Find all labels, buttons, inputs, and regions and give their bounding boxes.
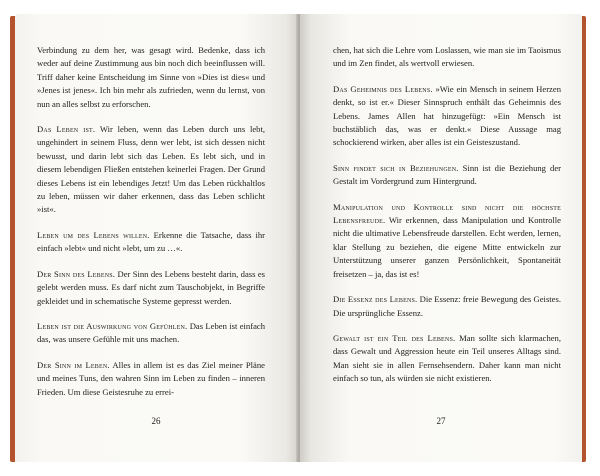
paragraph: Manipulation und Kontrolle sind nicht die höchste Lebensfreude. Wir erkennen, dass Manipulation und Kontrolle nicht die ultimative Lebensfreude darstellen. Echt werden, lernen, klar Stellung zu beziehen, die eigene Mitte entwickeln zur Unterstützung unserer ganzen Persönlichkeit, Spontaneität freisetzen – ja, das ist es!: [333, 201, 561, 279]
paragraph-heading: Das Geheimnis des Lebens.: [333, 83, 433, 94]
paragraph: Die Essenz des Lebens. Die Essenz: freie Bewegung des Geistes. Die ursprüngliche Essenz.: [333, 294, 561, 318]
page-number: 27: [436, 416, 446, 426]
paragraph-heading: Leben um des Lebens willen.: [37, 229, 150, 240]
paragraph-heading: Sinn findet sich in Beziehungen.: [333, 162, 459, 173]
paragraph-heading: Leben ist die Auswirkung von Gefühlen.: [37, 320, 188, 331]
paragraph: Leben um des Lebens willen. Erkenne die Tatsache, dass ihr einfach »lebt« und nicht »lebt, um zu …«.: [37, 229, 266, 254]
paragraph: Das Leben ist. Wir leben, wenn das Leben durch uns lebt, ungehindert in seinem Fluss, denn wer lebt, ist sich dessen nicht bewusst, und darin lebt sich das Leben. Es lebt sich, und in diesem lebendigen Fließen entstehen keinerlei Fragen. Der Grund dieses Lebens ist ein lebendiges Jetzt! Um das Leben rückhaltlos zu leben, müssen wir daher erkennen, dass das Leben schlicht »ist«.: [37, 124, 265, 215]
paragraph-heading: Manipulation und Kontrolle sind nicht die höchste Lebensfreude.: [333, 201, 561, 226]
paragraph-heading: Gewalt ist ein Teil des Lebens.: [333, 332, 456, 343]
paragraph: Gewalt ist ein Teil des Lebens. Man sollte sich klarmachen, dass Gewalt und Aggression heute ein Teil unseres Alltags sind. Man sieht sie in allen Fernsehsendern. Daher kann man nicht einfach so tun, als würden sie nicht existieren.: [333, 332, 562, 384]
paragraph: Sinn findet sich in Beziehungen. Sinn ist die Beziehung der Gestalt im Vordergrund zum Hintergrund.: [333, 162, 561, 187]
right-page-text-column: [333, 44, 561, 398]
paragraph-heading: Der Sinn des Lebens.: [37, 268, 116, 279]
paragraph-heading: Das Leben ist.: [37, 124, 96, 135]
page-number: 26: [151, 416, 161, 426]
left-page: [15, 14, 297, 462]
paragraph-heading: Die Essenz des Lebens.: [333, 294, 418, 305]
paragraph: Der Sinn des Lebens. Der Sinn des Lebens besteht darin, dass es gelebt werden muss. Es darf nicht zum Tauschobjekt, in Begriffe gekleidet und in schematische Systeme gepresst werden.: [37, 268, 265, 306]
paragraph: chen, hat sich die Lehre vom Loslassen, wie man sie im Taoismus und im Zen findet, als wertvoll erwiesen.: [333, 45, 561, 69]
paragraph: Leben ist die Auswirkung von Gefühlen. Das Leben ist einfach das, was unsere Gefühle mit uns machen.: [37, 320, 265, 345]
paragraph: Der Sinn im Leben. Alles in allem ist es das Ziel meiner Pläne und meines Tuns, den wahren Sinn im Leben zu finden – inneren Frieden. Um diese Geistesruhe zu errei-: [37, 359, 265, 397]
paragraph-heading: Der Sinn im Leben.: [37, 359, 110, 370]
paragraph: Das Geheimnis des Lebens. »Wie ein Mensch in seinem Herzen denkt, so ist er.« Dieser Sinnspruch enthält das Geheimnis des Lebens. James Allen hat hinzugefügt: »Ein Mensch ist buchstäblich das, was er denkt.« Diese Aussage mag schockierend wirken, aber alles ist ein Geisteszustand.: [333, 83, 561, 148]
right-page: [300, 14, 582, 462]
left-page-text-column: [37, 44, 265, 411]
paragraph: Verbindung zu dem her, was gesagt wird. Bedenke, dass ich weder auf deine Zustimmung aus bin noch dich beeinflussen will. Triff daher keine Entscheidung im Sinne von »Dies ist dies« und »Jenes ist jenes«. Ich bin mehr als zufrieden, wenn du lernst, von nun an alles selbst zu erforschen.: [37, 45, 265, 109]
